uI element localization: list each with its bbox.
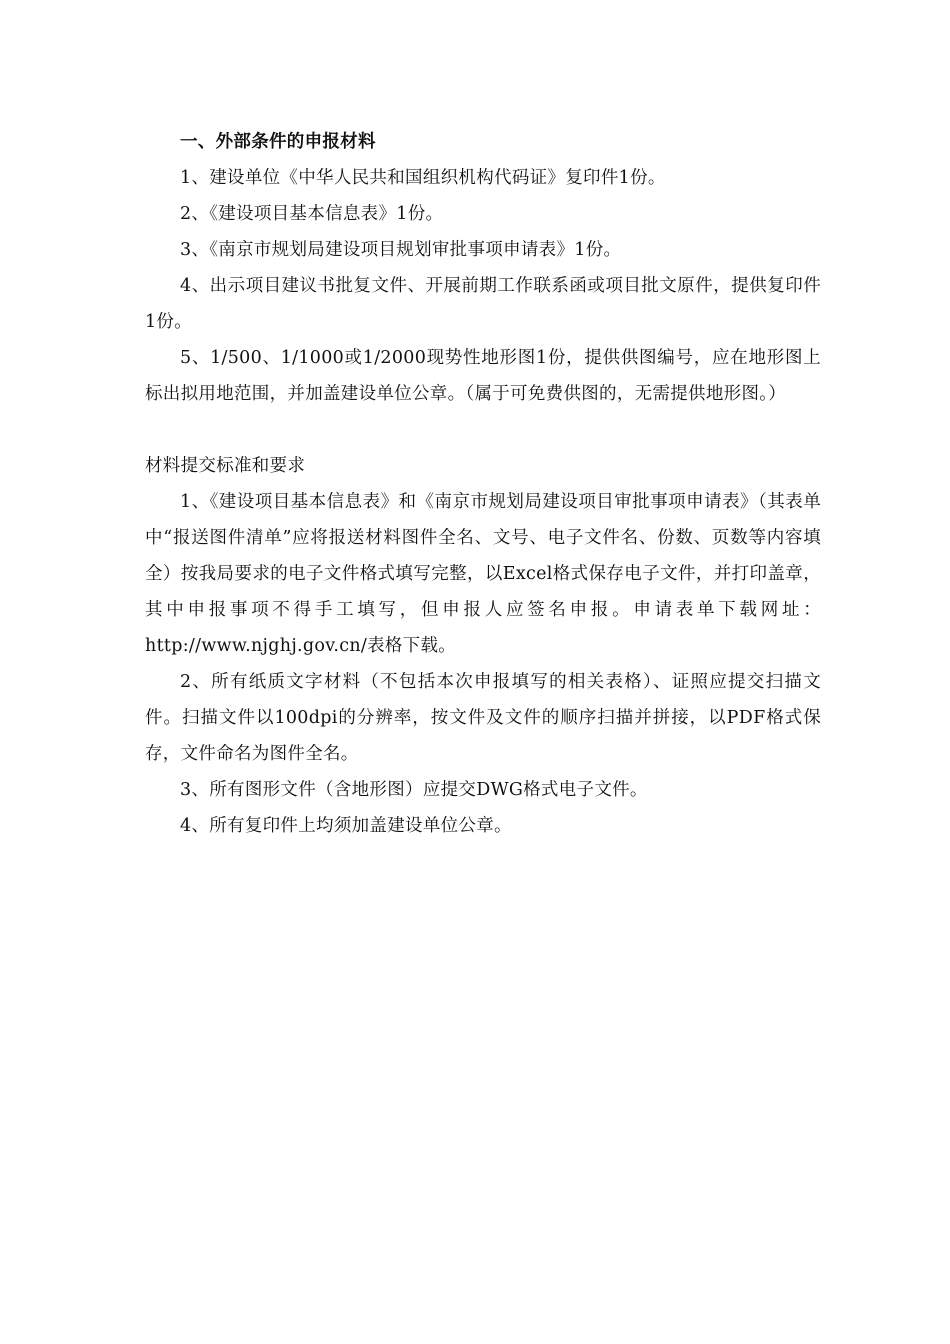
list-item: 2、所有纸质文字材料（不包括本次申报填写的相关表格）、证照应提交扫描文件。扫描文件以100dpi的分辨率，按文件及文件的顺序扫描并拼接，以PDF格式保存，文件命名为图件全名。: [145, 672, 821, 764]
list-item: 3、所有图形文件（含地形图）应提交DWG格式电子文件。: [180, 780, 648, 800]
list-item: 3、《南京市规划局建设项目规划审批事项申请表》1份。: [180, 240, 622, 260]
list-item: 2、《建设项目基本信息表》1份。: [180, 204, 444, 224]
list-item: 5、1/500、1/1000或1/2000现势性地形图1份，提供供图编号，应在地形图上标出拟用地范围，并加盖建设单位公章。（属于可免费供图的，无需提供地形图。）: [145, 348, 821, 404]
list-item: 4、所有复印件上均须加盖建设单位公章。: [180, 816, 512, 836]
list-item: 4、出示项目建议书批复文件、开展前期工作联系函或项目批文原件，提供复印件1份。: [145, 276, 821, 332]
list-item: 1、建设单位《中华人民共和国组织机构代码证》复印件1份。: [180, 168, 666, 188]
section-heading-external-conditions: 一、外部条件的申报材料: [180, 132, 376, 152]
list-item: 1、《建设项目基本信息表》和《南京市规划局建设项目审批事项申请表》（其表单中“报送图件清单”应将报送材料图件全名、文号、电子文件名、份数、页数等内容填全）按我局要求的电子文件格式填写完整，以Excel格式保存电子文件，并打印盖章，其中申报事项不得手工填写，但申报人应签名申报。申请表单下载网址：http://www.njghj.gov.cn/表格下载。: [145, 492, 821, 656]
document-body: [145, 124, 821, 844]
section-heading-submission-standards: 材料提交标准和要求: [145, 456, 306, 476]
